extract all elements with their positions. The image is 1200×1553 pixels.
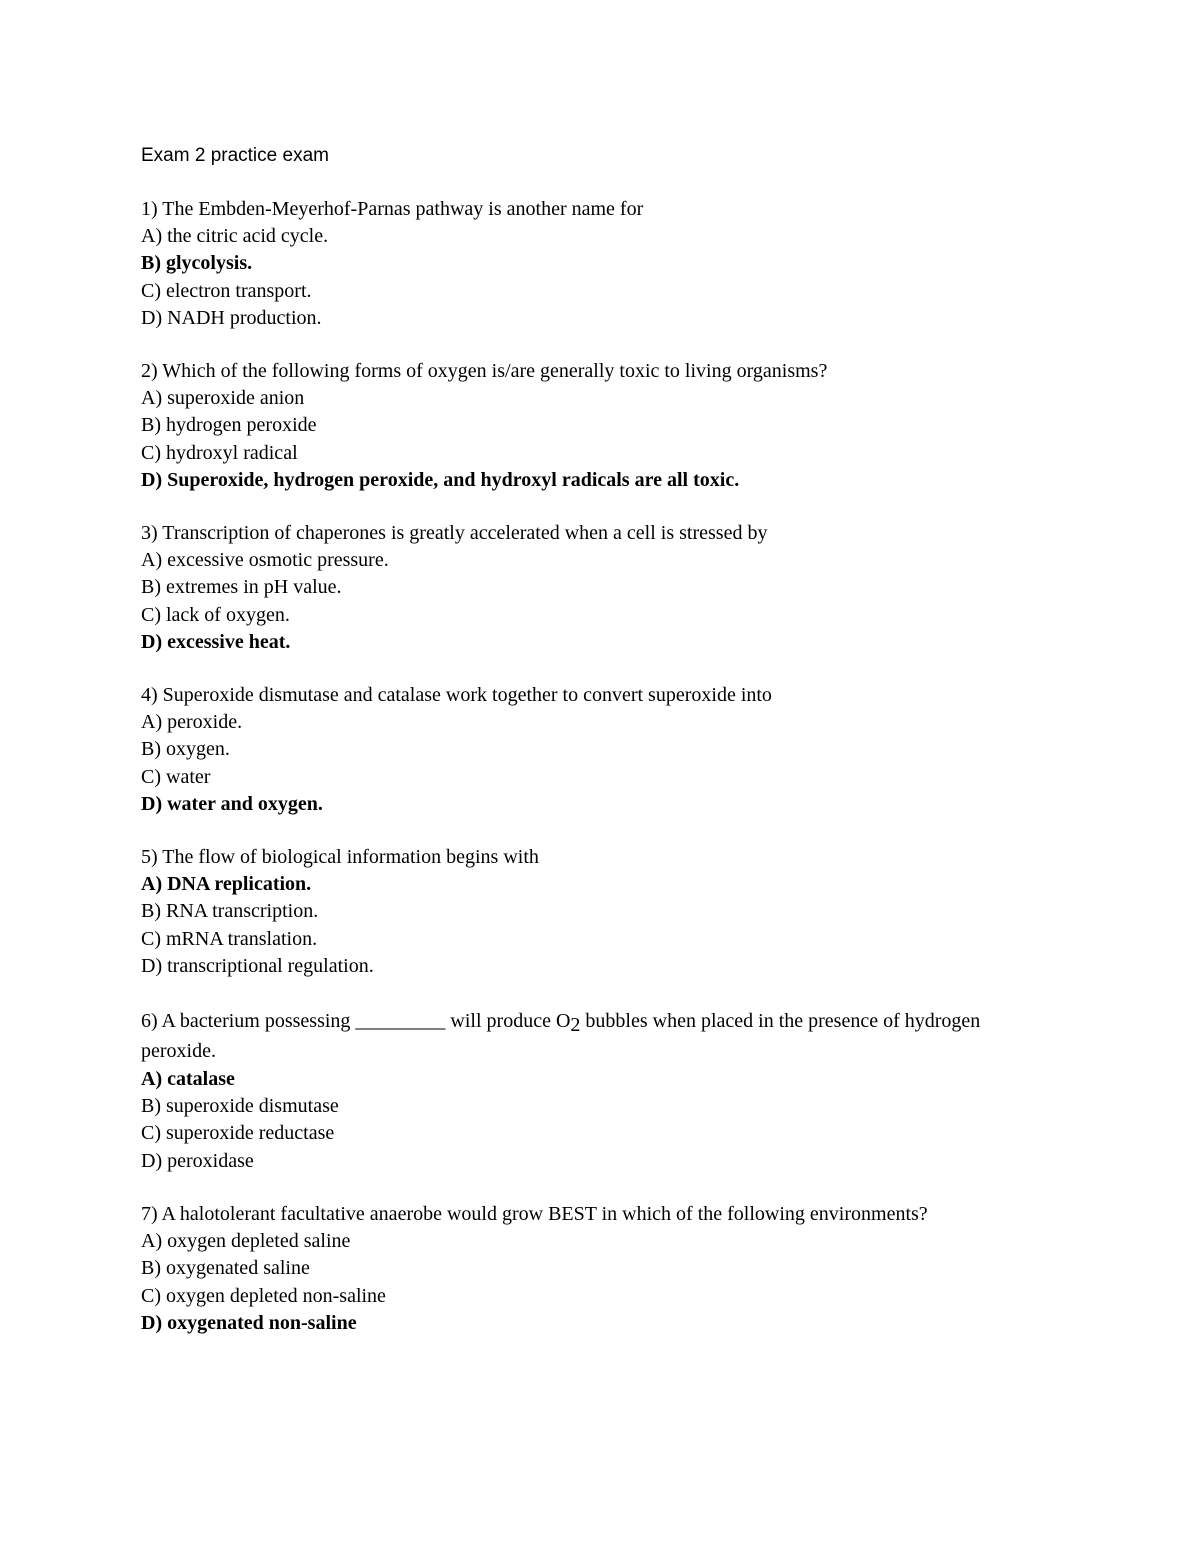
answer-option: A) excessive osmotic pressure. bbox=[141, 549, 389, 572]
question-prompt: 1) The Embden-Meyerhof-Parnas pathway is another name for bbox=[141, 198, 644, 220]
prompt-text-after: bubbles when placed in the presence of hydrogen peroxide. bbox=[141, 1010, 981, 1063]
answer-option-correct: D) water and oxygen. bbox=[141, 792, 323, 815]
answer-option: D) NADH production. bbox=[141, 306, 322, 329]
answer-option: D) transcriptional regulation. bbox=[141, 954, 374, 977]
question-prompt: 5) The flow of biological information begins with bbox=[141, 846, 539, 869]
answer-option-correct: A) catalase bbox=[141, 1068, 235, 1091]
answer-option: B) oxygen. bbox=[141, 738, 230, 761]
answer-option: C) lack of oxygen. bbox=[141, 603, 290, 626]
question-prompt: 7) A halotolerant facultative anaerobe would grow BEST in which of the following environments? bbox=[141, 1202, 928, 1225]
answer-option: C) electron transport. bbox=[141, 279, 312, 302]
question-prompt: 2) Which of the following forms of oxygen is/are generally toxic to living organisms? bbox=[141, 360, 828, 383]
answer-option: A) peroxide. bbox=[141, 711, 243, 734]
answer-option: C) oxygen depleted non-saline bbox=[141, 1284, 386, 1307]
answer-option: C) water bbox=[141, 765, 211, 788]
question-prompt: 3) Transcription of chaperones is greatly accelerated when a cell is stressed by bbox=[141, 522, 768, 545]
question-2 bbox=[141, 358, 1041, 494]
question-4 bbox=[141, 682, 1041, 818]
question-7 bbox=[141, 1201, 1041, 1337]
answer-option-correct: D) oxygenated non-saline bbox=[141, 1311, 357, 1334]
answer-option: C) superoxide reductase bbox=[141, 1122, 335, 1145]
question-3 bbox=[141, 520, 1041, 656]
prompt-subscript: 2 bbox=[570, 1014, 581, 1037]
question-6 bbox=[141, 1006, 1041, 1175]
answer-option-correct: B) glycolysis. bbox=[141, 252, 253, 275]
answer-option: C) mRNA translation. bbox=[141, 927, 318, 950]
answer-option-correct: A) DNA replication. bbox=[141, 873, 312, 896]
answer-option: A) the citric acid cycle. bbox=[141, 225, 329, 248]
question-prompt bbox=[141, 1006, 1041, 1066]
answer-option: B) oxygenated saline bbox=[141, 1257, 310, 1280]
document-title: Exam 2 practice exam bbox=[141, 145, 329, 166]
question-prompt: 4) Superoxide dismutase and catalase work together to convert superoxide into bbox=[141, 684, 772, 707]
question-5 bbox=[141, 844, 1041, 980]
answer-option: A) oxygen depleted saline bbox=[141, 1230, 351, 1253]
answer-option: A) superoxide anion bbox=[141, 387, 305, 410]
answer-option: B) extremes in pH value. bbox=[141, 576, 342, 599]
answer-option: B) hydrogen peroxide bbox=[141, 414, 317, 437]
question-1 bbox=[141, 196, 1041, 332]
answer-option: B) superoxide dismutase bbox=[141, 1095, 339, 1118]
prompt-text-before: 6) A bacterium possessing _________ will produce O bbox=[141, 1010, 571, 1033]
answer-option: D) peroxidase bbox=[141, 1149, 254, 1172]
answer-option-correct: D) Superoxide, hydrogen peroxide, and hydroxyl radicals are all toxic. bbox=[141, 468, 740, 491]
answer-option: C) hydroxyl radical bbox=[141, 441, 298, 464]
answer-option: B) RNA transcription. bbox=[141, 900, 319, 923]
answer-option-correct: D) excessive heat. bbox=[141, 630, 291, 653]
document-body bbox=[141, 142, 1041, 1363]
